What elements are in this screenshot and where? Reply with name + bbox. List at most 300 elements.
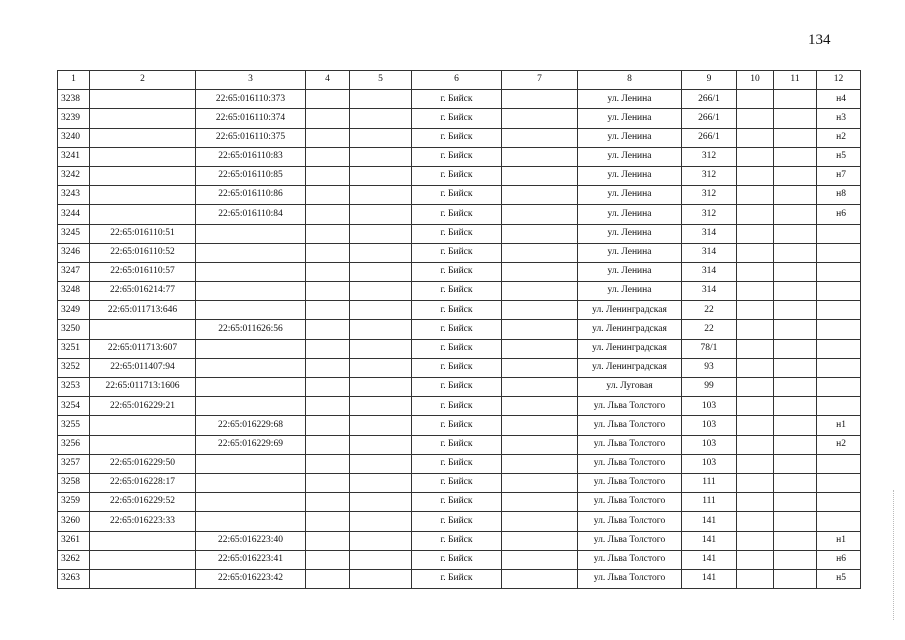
table-cell: 103 [682,435,737,454]
table-cell [306,243,350,262]
table-cell: 3261 [58,531,90,550]
table-cell [774,550,817,569]
table-cell: 22:65:016214:77 [90,282,196,301]
table-cell: ул. Ленинградская [578,358,682,377]
table-cell [306,512,350,531]
table-cell: ул. Ленина [578,109,682,128]
table-cell [817,243,861,262]
table-cell [502,147,578,166]
table-cell: 22:65:016229:21 [90,397,196,416]
table-row [58,243,861,262]
table-cell: 22:65:016110:375 [196,128,306,147]
table-row [58,90,861,109]
table-cell: 3250 [58,320,90,339]
table-cell [502,128,578,147]
table-cell [817,397,861,416]
table-cell: 312 [682,147,737,166]
table-cell [350,493,412,512]
table-cell: г. Бийск [412,243,502,262]
table-cell: ул. Льва Толстого [578,531,682,550]
table-cell: 22:65:016110:52 [90,243,196,262]
table-cell [350,90,412,109]
table-cell: н7 [817,166,861,185]
table-cell: ул. Льва Толстого [578,512,682,531]
table-cell [737,531,774,550]
table-cell [737,569,774,588]
table-cell [737,128,774,147]
table-cell: ул. Ленина [578,282,682,301]
table-cell: 22:65:011407:94 [90,358,196,377]
table-header [58,71,861,90]
table-row [58,550,861,569]
table-cell [90,320,196,339]
table-cell: 3263 [58,569,90,588]
table-cell [350,147,412,166]
table-cell: г. Бийск [412,109,502,128]
table-cell: г. Бийск [412,166,502,185]
table-cell: 103 [682,397,737,416]
table-cell [502,550,578,569]
table-row [58,320,861,339]
table-cell [306,90,350,109]
column-header: 6 [412,71,502,90]
table-cell [196,301,306,320]
table-cell [350,435,412,454]
table-cell [737,147,774,166]
table-cell [196,378,306,397]
table-cell [306,531,350,550]
table-cell: 22:65:011713:646 [90,301,196,320]
table-cell: г. Бийск [412,493,502,512]
table-cell: ул. Ленина [578,224,682,243]
table-row [58,473,861,492]
table-cell [817,301,861,320]
table-cell [350,301,412,320]
table-cell: 3248 [58,282,90,301]
table-cell: 78/1 [682,339,737,358]
table-cell: 3253 [58,378,90,397]
table-cell: 314 [682,224,737,243]
table-cell: 141 [682,531,737,550]
table-cell: 266/1 [682,90,737,109]
table-cell [774,358,817,377]
table-cell [774,454,817,473]
table-cell: 3257 [58,454,90,473]
table-cell: ул. Льва Толстого [578,569,682,588]
table-row [58,358,861,377]
table-row [58,186,861,205]
column-header: 10 [737,71,774,90]
table-cell: 3255 [58,416,90,435]
table-cell: ул. Льва Толстого [578,454,682,473]
table-cell [737,224,774,243]
table-cell: 141 [682,569,737,588]
table-cell: 22:65:016110:57 [90,262,196,281]
table-cell: ул. Ленинградская [578,301,682,320]
table-cell [737,262,774,281]
table-cell: 3242 [58,166,90,185]
table-cell: ул. Ленина [578,186,682,205]
table-cell [502,109,578,128]
table-cell [306,147,350,166]
table-cell [350,186,412,205]
table-cell [774,531,817,550]
table-cell [196,243,306,262]
table-cell [90,166,196,185]
table-cell [350,378,412,397]
table-cell: 314 [682,262,737,281]
table-row [58,109,861,128]
table-cell: н6 [817,205,861,224]
table-cell: 312 [682,166,737,185]
table-cell [306,493,350,512]
table-cell: 22:65:016229:50 [90,454,196,473]
table-cell: 22:65:016228:17 [90,473,196,492]
table-cell [737,512,774,531]
table-cell: 22:65:016223:41 [196,550,306,569]
table-cell [306,358,350,377]
table-cell [350,531,412,550]
table-cell [350,243,412,262]
table-cell: 3254 [58,397,90,416]
table-row [58,128,861,147]
table-cell: 3245 [58,224,90,243]
table-cell: 314 [682,282,737,301]
table-cell [737,435,774,454]
table-cell [350,166,412,185]
table-cell: 22:65:016110:51 [90,224,196,243]
table-cell [350,358,412,377]
table-cell [737,378,774,397]
table-cell: 3243 [58,186,90,205]
table-cell [737,397,774,416]
table-cell: ул. Ленинградская [578,320,682,339]
table-cell: 266/1 [682,109,737,128]
table-cell: 22 [682,320,737,339]
column-header: 1 [58,71,90,90]
table-cell: н2 [817,128,861,147]
table-cell: г. Бийск [412,473,502,492]
table-cell: 22:65:016110:83 [196,147,306,166]
table-cell [196,454,306,473]
table-cell [90,416,196,435]
table-cell [306,473,350,492]
header-row [58,71,861,90]
table-cell [502,301,578,320]
table-cell: г. Бийск [412,358,502,377]
table-cell [306,109,350,128]
table-cell [306,205,350,224]
registry-table [57,70,861,589]
table-cell: 22:65:016229:52 [90,493,196,512]
table-row [58,454,861,473]
table-cell: г. Бийск [412,435,502,454]
table-cell [502,243,578,262]
column-header: 4 [306,71,350,90]
table-cell [737,358,774,377]
table-cell [737,550,774,569]
table-cell [737,243,774,262]
table-cell [774,301,817,320]
table-cell [774,569,817,588]
table-cell: н1 [817,416,861,435]
table-cell [737,339,774,358]
table-cell [774,378,817,397]
table-cell [306,320,350,339]
table-cell [774,493,817,512]
table-cell: 3238 [58,90,90,109]
table-cell: 314 [682,243,737,262]
table-cell [774,473,817,492]
table-cell: г. Бийск [412,550,502,569]
table-cell [774,166,817,185]
column-header: 7 [502,71,578,90]
table-cell [196,262,306,281]
table-cell [774,147,817,166]
table-cell [502,378,578,397]
table-cell [196,358,306,377]
table-cell [350,397,412,416]
table-cell [502,320,578,339]
table-cell: 22:65:016110:373 [196,90,306,109]
table-cell [350,320,412,339]
table-cell: ул. Ленина [578,90,682,109]
table-cell [90,550,196,569]
table-cell [502,205,578,224]
table-cell: г. Бийск [412,512,502,531]
table-cell [774,435,817,454]
table-cell [737,301,774,320]
table-cell [350,109,412,128]
table-cell: 93 [682,358,737,377]
table-cell: 22:65:016223:33 [90,512,196,531]
table-cell: г. Бийск [412,282,502,301]
table-cell [774,320,817,339]
table-cell [737,166,774,185]
table-cell [90,128,196,147]
table-cell: 103 [682,454,737,473]
table-cell: 22:65:016229:68 [196,416,306,435]
table-cell [774,397,817,416]
table-cell [350,454,412,473]
table-row [58,531,861,550]
table-row [58,569,861,588]
column-header: 9 [682,71,737,90]
table-cell: н6 [817,550,861,569]
table-cell [306,339,350,358]
table-cell: г. Бийск [412,128,502,147]
table-cell: ул. Льва Толстого [578,397,682,416]
table-cell [502,512,578,531]
table-cell [737,282,774,301]
table-cell: г. Бийск [412,147,502,166]
table-cell: 266/1 [682,128,737,147]
table-cell [196,339,306,358]
table-cell: г. Бийск [412,569,502,588]
table-row [58,262,861,281]
table-cell [737,90,774,109]
table-cell: г. Бийск [412,454,502,473]
table-cell: 111 [682,473,737,492]
table-cell: 3240 [58,128,90,147]
table-cell [817,454,861,473]
table-cell: ул. Льва Толстого [578,550,682,569]
table-cell: г. Бийск [412,397,502,416]
table-cell [502,473,578,492]
table-row [58,224,861,243]
table-cell [774,186,817,205]
page-number: 134 [808,32,831,48]
table-cell [350,224,412,243]
table-cell [196,397,306,416]
table-cell [774,90,817,109]
table-cell [737,186,774,205]
table-cell: 3256 [58,435,90,454]
table-cell: 3260 [58,512,90,531]
table-row [58,282,861,301]
table-cell [774,282,817,301]
table-cell: 22:65:016110:374 [196,109,306,128]
table-cell: 22 [682,301,737,320]
table-cell [306,186,350,205]
table-cell [502,358,578,377]
table-cell [350,569,412,588]
table-cell [196,224,306,243]
table-cell [774,109,817,128]
table-cell [306,224,350,243]
table-cell [817,378,861,397]
table-cell [350,282,412,301]
table-cell [774,512,817,531]
table-cell [90,109,196,128]
table-cell [774,224,817,243]
table-cell [774,243,817,262]
table-cell [196,512,306,531]
table-cell [502,493,578,512]
table-row [58,512,861,531]
table-cell [737,493,774,512]
table-cell [306,435,350,454]
table-cell: 99 [682,378,737,397]
table-cell [737,109,774,128]
table-cell [502,569,578,588]
table-cell [737,320,774,339]
table-cell: ул. Ленина [578,205,682,224]
table-cell: ул. Ленина [578,262,682,281]
table-cell: 3251 [58,339,90,358]
table-cell: 3249 [58,301,90,320]
table-cell: г. Бийск [412,320,502,339]
column-header: 12 [817,71,861,90]
table-cell [306,416,350,435]
table-cell [502,397,578,416]
table-cell: ул. Льва Толстого [578,435,682,454]
table-cell: ул. Ленинградская [578,339,682,358]
table-row [58,166,861,185]
table-cell: 111 [682,493,737,512]
table-cell [350,416,412,435]
table-cell: г. Бийск [412,531,502,550]
table-cell: 22:65:016110:85 [196,166,306,185]
table-cell: 3252 [58,358,90,377]
table-cell: 3246 [58,243,90,262]
column-header: 11 [774,71,817,90]
table-cell [817,262,861,281]
table-cell: 141 [682,512,737,531]
table-cell: 3247 [58,262,90,281]
table-cell: 3241 [58,147,90,166]
table-cell [502,262,578,281]
table-cell [90,531,196,550]
table-cell: 3239 [58,109,90,128]
table-cell [306,128,350,147]
table-cell: 22:65:016110:86 [196,186,306,205]
table-cell: 22:65:011626:56 [196,320,306,339]
table-cell [350,550,412,569]
table-cell [817,493,861,512]
table-cell [774,262,817,281]
table-row [58,416,861,435]
table-cell: н1 [817,531,861,550]
table-cell [502,282,578,301]
table-cell [90,205,196,224]
table-cell: 103 [682,416,737,435]
margin-mark [893,490,895,620]
table-cell: г. Бийск [412,416,502,435]
table-cell: н2 [817,435,861,454]
table-cell: г. Бийск [412,224,502,243]
table-cell [306,569,350,588]
table-cell [306,262,350,281]
table-cell [306,282,350,301]
table-cell: ул. Луговая [578,378,682,397]
table-row [58,378,861,397]
table-cell: н8 [817,186,861,205]
table-cell [306,397,350,416]
table-cell [502,166,578,185]
table-cell [774,205,817,224]
table-cell: 22:65:016110:84 [196,205,306,224]
table-cell [817,282,861,301]
table-cell [350,205,412,224]
column-header: 8 [578,71,682,90]
column-header: 2 [90,71,196,90]
table-cell: н5 [817,147,861,166]
table-cell [502,186,578,205]
table-cell [817,224,861,243]
table-cell: ул. Льва Толстого [578,473,682,492]
table-cell [350,128,412,147]
table-cell: н5 [817,569,861,588]
table-cell: 22:65:016223:42 [196,569,306,588]
table-cell [350,339,412,358]
table-row [58,493,861,512]
table-row [58,301,861,320]
table-cell [502,416,578,435]
table-row [58,397,861,416]
table-cell: н3 [817,109,861,128]
table-cell [350,473,412,492]
table-cell: г. Бийск [412,262,502,281]
table-cell [774,128,817,147]
table-cell [817,339,861,358]
table-cell [502,224,578,243]
table-cell [817,512,861,531]
table-cell: 22:65:016223:40 [196,531,306,550]
table-cell [196,493,306,512]
table-row [58,205,861,224]
table-cell [90,435,196,454]
